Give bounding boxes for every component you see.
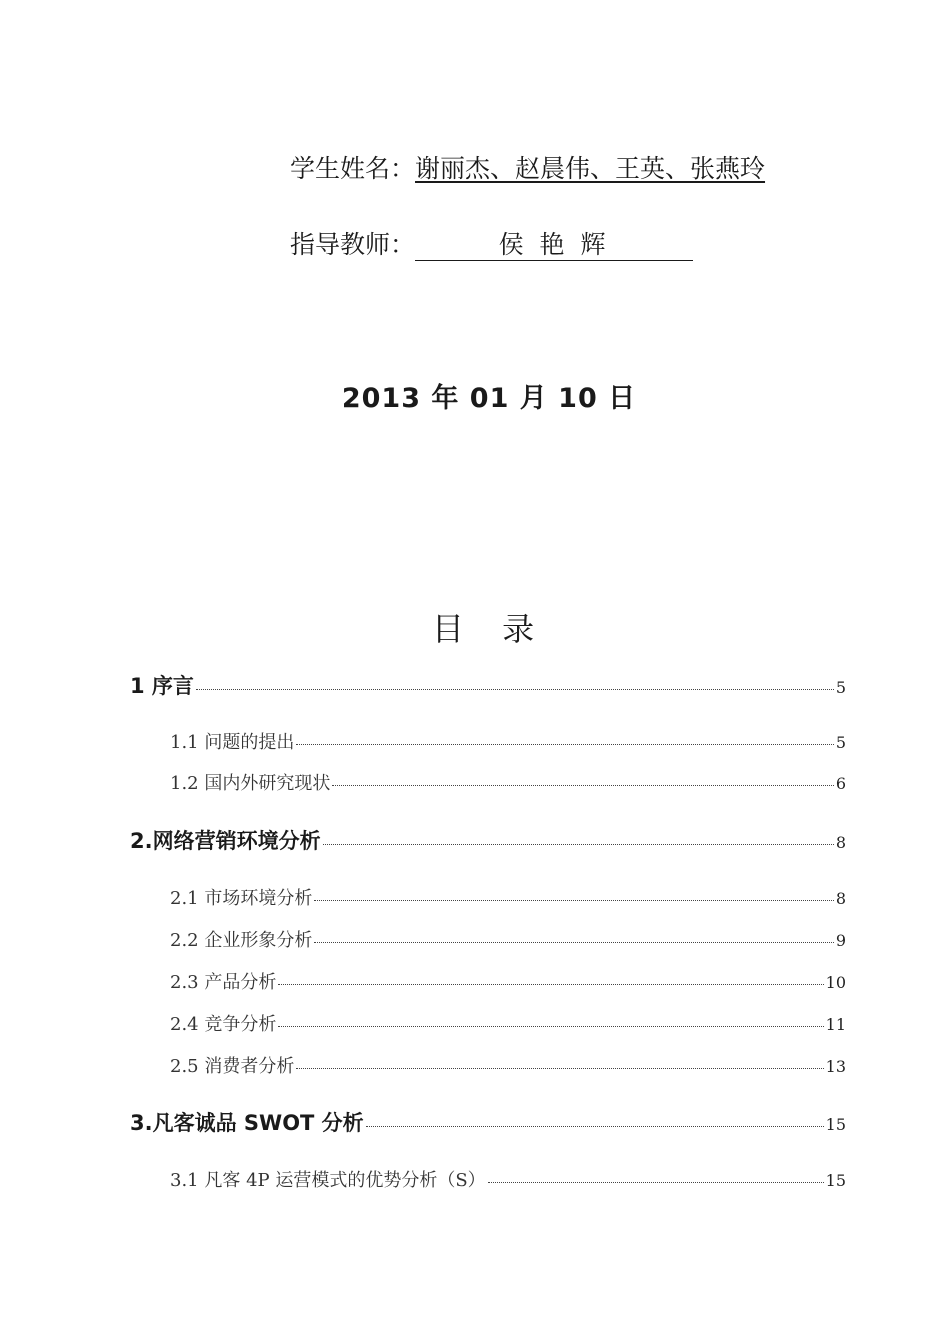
toc-entry-page: 13 xyxy=(825,1057,846,1076)
toc-entry-title: 3.凡客诚品 SWOT 分析 xyxy=(130,1111,364,1135)
toc-entry[interactable] xyxy=(130,670,846,700)
toc-leader-dots xyxy=(296,1068,823,1069)
toc-entry-page: 15 xyxy=(825,1115,846,1134)
toc-entry[interactable] xyxy=(130,825,846,855)
toc-leader-dots xyxy=(296,744,833,745)
toc-entry[interactable] xyxy=(170,1052,846,1078)
toc-leader-dots xyxy=(278,984,823,985)
toc-entry-title: 2.网络营销环境分析 xyxy=(130,829,321,853)
toc-entry-title: 1.1 问题的提出 xyxy=(170,732,295,753)
toc-title: 目 录 xyxy=(431,610,549,648)
cover-date: 2013 年 01 月 10 日 xyxy=(341,383,637,414)
toc-entry-title: 3.1 凡客 4P 运营模式的优势分析（S） xyxy=(170,1170,486,1191)
toc-entry[interactable] xyxy=(170,884,846,910)
toc-entry-page: 10 xyxy=(825,973,846,992)
toc-entry-page: 5 xyxy=(835,678,846,697)
toc-leader-dots xyxy=(196,689,834,690)
advisor-label: 指导教师： xyxy=(290,230,416,259)
toc-leader-dots xyxy=(488,1182,824,1183)
toc-entry-title: 2.4 竞争分析 xyxy=(170,1014,277,1035)
advisor-row xyxy=(290,228,693,262)
toc-entry-page: 9 xyxy=(835,931,846,950)
toc-leader-dots xyxy=(332,785,833,786)
toc-entry[interactable] xyxy=(170,1010,846,1036)
student-names-label: 学生姓名： xyxy=(290,154,416,183)
toc-entry-page: 15 xyxy=(825,1171,846,1190)
toc-entry[interactable] xyxy=(170,926,846,952)
toc-entry[interactable] xyxy=(170,728,846,754)
toc-entry-title: 2.2 企业形象分析 xyxy=(170,930,313,951)
toc-entry-title: 2.5 消费者分析 xyxy=(170,1056,295,1077)
toc-leader-dots xyxy=(278,1026,823,1027)
toc-leader-dots xyxy=(314,942,833,943)
toc-entry[interactable] xyxy=(170,769,846,795)
toc-leader-dots xyxy=(366,1126,824,1127)
toc-entry[interactable] xyxy=(130,1107,846,1137)
toc-leader-dots xyxy=(314,900,833,901)
toc-leader-dots xyxy=(323,844,834,845)
toc-entry-page: 11 xyxy=(825,1015,846,1034)
toc-entry-title: 1.2 国内外研究现状 xyxy=(170,773,331,794)
toc-entry-title: 2.1 市场环境分析 xyxy=(170,888,313,909)
student-names-row xyxy=(290,152,765,186)
toc-entry-page: 8 xyxy=(835,889,846,908)
toc-entry-page: 5 xyxy=(835,733,846,752)
toc-entry-page: 8 xyxy=(835,833,846,852)
student-names-value: 谢丽杰、赵晨伟、王英、张燕玲 xyxy=(415,154,766,183)
toc-entry[interactable] xyxy=(170,968,846,994)
advisor-value: 侯 艳 辉 xyxy=(415,230,693,261)
toc-entry[interactable] xyxy=(170,1166,846,1192)
toc-entry-page: 6 xyxy=(835,774,846,793)
toc-entry-title: 2.3 产品分析 xyxy=(170,972,277,993)
toc-entry-title: 1 序言 xyxy=(130,674,194,698)
